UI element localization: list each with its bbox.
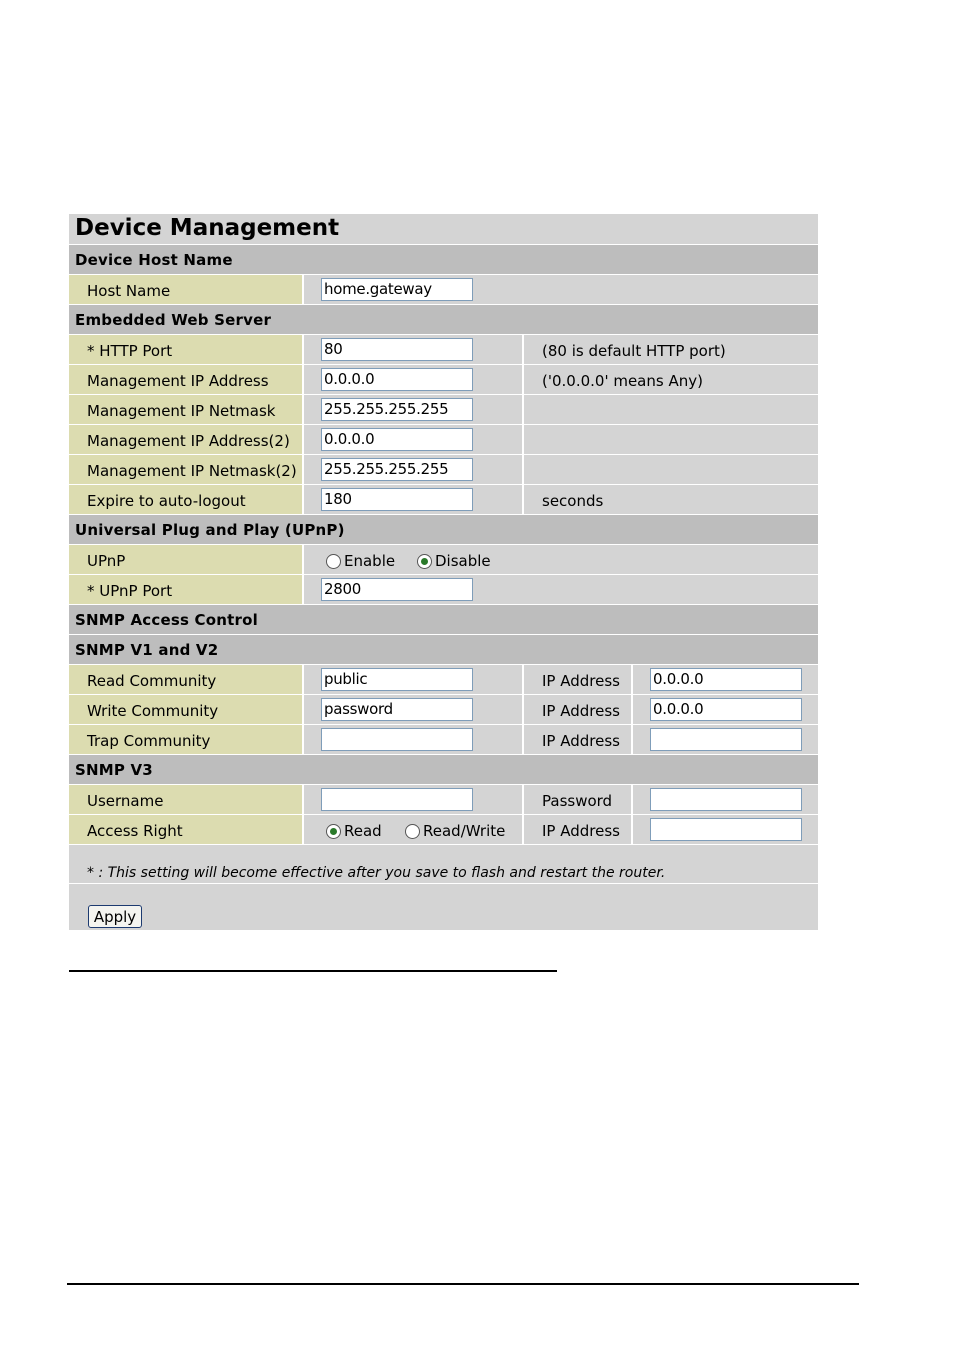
- upnp-disable-radio[interactable]: [417, 552, 491, 570]
- footnote-row: [69, 845, 818, 884]
- footnote-text: * : This setting will become effective after you save to flash and restart the router.: [87, 865, 666, 881]
- footer-divider-line: [67, 1283, 859, 1285]
- host-name-input[interactable]: home.gateway: [321, 278, 473, 301]
- mgmt-netmask-label: Management IP Netmask: [87, 402, 276, 420]
- expire-label: Expire to auto-logout: [87, 492, 246, 510]
- upnp-port-input[interactable]: 2800: [321, 578, 473, 601]
- read-community-input[interactable]: public: [321, 668, 473, 691]
- mgmt-netmask2-input[interactable]: 255.255.255.255: [321, 458, 473, 481]
- password-input[interactable]: [650, 788, 802, 811]
- row-mgmt-ip: [69, 365, 818, 395]
- radio-selected-icon[interactable]: [326, 824, 341, 839]
- read-community-label: Read Community: [87, 672, 217, 690]
- username-input[interactable]: [321, 788, 473, 811]
- upnp-port-label: * UPnP Port: [87, 582, 173, 600]
- mgmt-ip-label: Management IP Address: [87, 372, 269, 390]
- host-name-label: Host Name: [87, 282, 171, 300]
- section-title: Device Host Name: [75, 251, 233, 269]
- radio-icon[interactable]: [405, 824, 420, 839]
- row-expire: [69, 485, 818, 515]
- access-read-label: Read: [344, 822, 382, 840]
- mgmt-netmask-input[interactable]: 255.255.255.255: [321, 398, 473, 421]
- row-trap-community: [69, 725, 818, 755]
- row-upnp: [69, 545, 818, 575]
- section-device-host-name: [69, 245, 818, 275]
- username-label: Username: [87, 792, 164, 810]
- access-ip-input[interactable]: [650, 818, 802, 841]
- row-host-name: [69, 275, 818, 305]
- row-v3-access-right: [69, 815, 818, 845]
- section-title: SNMP V3: [75, 761, 153, 779]
- upnp-enable-label: Enable: [344, 552, 396, 570]
- password-label: Password: [542, 792, 613, 810]
- trap-community-ip-input[interactable]: [650, 728, 802, 751]
- ip-address-label: IP Address: [542, 732, 620, 750]
- section-title: SNMP Access Control: [75, 611, 258, 629]
- panel-title-bar: [69, 214, 818, 245]
- mgmt-ip-input[interactable]: 0.0.0.0: [321, 368, 473, 391]
- mgmt-ip2-label: Management IP Address(2): [87, 432, 290, 450]
- ip-address-label: IP Address: [542, 672, 620, 690]
- section-snmp-v3: [69, 755, 818, 785]
- expire-note: seconds: [542, 492, 604, 510]
- row-upnp-port: [69, 575, 818, 605]
- write-community-ip-input[interactable]: 0.0.0.0: [650, 698, 802, 721]
- apply-button[interactable]: Apply: [88, 905, 142, 928]
- device-management-panel: [69, 214, 818, 930]
- write-community-input[interactable]: password: [321, 698, 473, 721]
- upnp-label: UPnP: [87, 552, 126, 570]
- row-mgmt-netmask: [69, 395, 818, 425]
- row-mgmt-netmask2: [69, 455, 818, 485]
- access-readwrite-radio[interactable]: [405, 822, 505, 840]
- access-read-radio[interactable]: [326, 822, 382, 840]
- mgmt-netmask2-label: Management IP Netmask(2): [87, 462, 297, 480]
- http-port-input[interactable]: 80: [321, 338, 473, 361]
- row-v3-username: [69, 785, 818, 815]
- ip-address-label: IP Address: [542, 822, 620, 840]
- row-read-community: [69, 665, 818, 695]
- ip-address-label: IP Address: [542, 702, 620, 720]
- section-snmp-v1-v2: [69, 635, 818, 665]
- http-port-label: * HTTP Port: [87, 342, 173, 360]
- trap-community-label: Trap Community: [87, 732, 211, 750]
- expire-input[interactable]: 180: [321, 488, 473, 511]
- section-title: SNMP V1 and V2: [75, 641, 219, 659]
- section-title: Universal Plug and Play (UPnP): [75, 521, 345, 539]
- radio-selected-icon[interactable]: [417, 554, 432, 569]
- page-title: Device Management: [75, 215, 340, 241]
- mgmt-ip-note: ('0.0.0.0' means Any): [542, 372, 703, 390]
- row-write-community: [69, 695, 818, 725]
- apply-row: [69, 884, 818, 930]
- upnp-disable-label: Disable: [435, 552, 491, 570]
- section-embedded-web-server: [69, 305, 818, 335]
- section-upnp: [69, 515, 818, 545]
- row-mgmt-ip2: [69, 425, 818, 455]
- divider-line: [69, 970, 557, 972]
- access-readwrite-label: Read/Write: [423, 822, 506, 840]
- upnp-enable-radio[interactable]: [326, 552, 395, 570]
- row-http-port: [69, 335, 818, 365]
- section-snmp-access-control: [69, 605, 818, 635]
- mgmt-ip2-input[interactable]: 0.0.0.0: [321, 428, 473, 451]
- section-title: Embedded Web Server: [75, 311, 272, 329]
- http-port-note: (80 is default HTTP port): [542, 342, 726, 360]
- trap-community-input[interactable]: [321, 728, 473, 751]
- access-right-label: Access Right: [87, 822, 183, 840]
- read-community-ip-input[interactable]: 0.0.0.0: [650, 668, 802, 691]
- write-community-label: Write Community: [87, 702, 219, 720]
- radio-icon[interactable]: [326, 554, 341, 569]
